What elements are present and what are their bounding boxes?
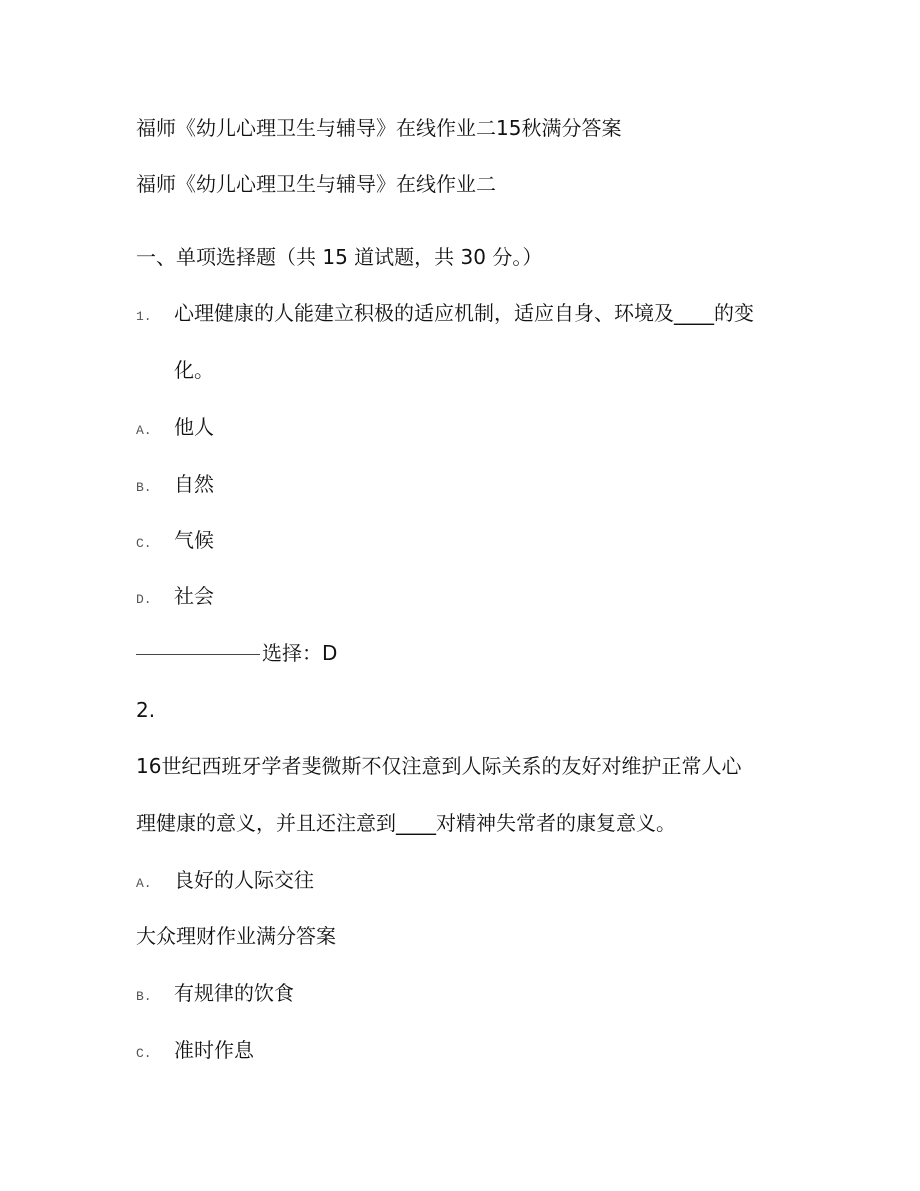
question-number: 1. xyxy=(136,309,152,324)
answer-dash-rule xyxy=(136,654,260,655)
option-label: C. xyxy=(136,1046,152,1061)
option-label: A. xyxy=(136,423,152,438)
option-d xyxy=(136,582,214,614)
option-c xyxy=(136,1036,254,1068)
document-subtitle: 福师《幼儿心理卫生与辅导》在线作业二 xyxy=(136,172,496,196)
question-1 xyxy=(136,299,754,331)
question-2-text-line1: 16世纪西班牙学者斐微斯不仅注意到人际关系的友好对维护正常人心 xyxy=(136,754,742,778)
question-text-line1: 心理健康的人能建立积极的适应机制，适应自身、环境及____的变 xyxy=(174,301,754,325)
option-label: C. xyxy=(136,536,152,551)
option-c xyxy=(136,526,214,558)
option-label: D. xyxy=(136,592,152,607)
question-text-line2: 化。 xyxy=(174,358,214,382)
question-2-text-line2: 理健康的意义，并且还注意到____对精神失常者的康复意义。 xyxy=(136,811,676,835)
option-text: 气候 xyxy=(174,528,214,552)
option-text: 准时作息 xyxy=(174,1038,254,1062)
option-label: B. xyxy=(136,989,152,1004)
option-text: 自然 xyxy=(174,472,214,496)
option-text: 良好的人际交往 xyxy=(174,868,314,892)
answer-line xyxy=(136,639,337,667)
option-label: B. xyxy=(136,480,152,495)
option-a xyxy=(136,413,214,445)
option-text: 有规律的饮食 xyxy=(174,981,294,1005)
option-label: A. xyxy=(136,876,152,891)
answer-text: 选择：D xyxy=(262,641,338,665)
question-2-number: 2. xyxy=(136,698,156,722)
option-b xyxy=(136,470,214,502)
option-b xyxy=(136,979,294,1011)
option-text: 他人 xyxy=(174,415,214,439)
document-title: 福师《幼儿心理卫生与辅导》在线作业二15秋满分答案 xyxy=(136,116,622,140)
option-text: 社会 xyxy=(174,584,214,608)
section-heading: 一、单项选择题（共 15 道试题，共 30 分。） xyxy=(136,245,543,269)
option-a xyxy=(136,866,314,898)
interstitial-text: 大众理财作业满分答案 xyxy=(136,924,336,948)
